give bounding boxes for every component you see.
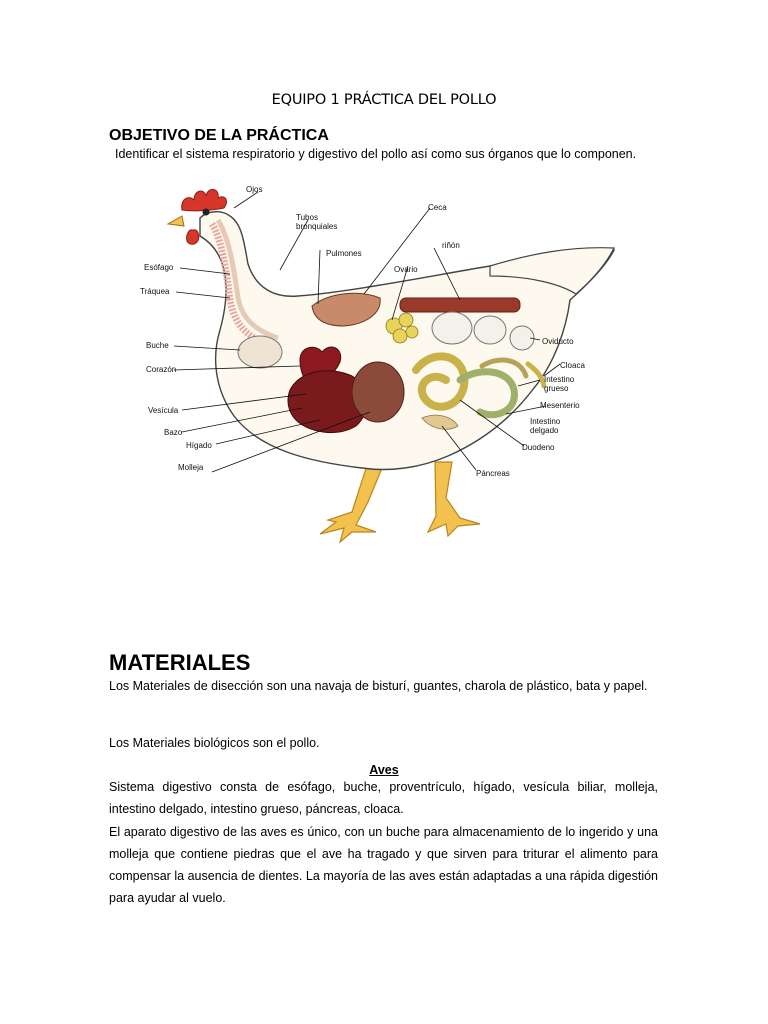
label-intestino-delgado: Intestino	[530, 417, 561, 426]
label-ovario: Ovario	[394, 265, 418, 274]
label-traquea: Tráquea	[140, 287, 170, 296]
chicken-wattle	[187, 230, 199, 244]
kidney	[400, 298, 520, 312]
materials-heading: MATERIALES	[109, 650, 251, 675]
label-ceca: Ceca	[428, 203, 447, 212]
label-molleja: Molleja	[178, 463, 204, 472]
chicken-comb	[182, 189, 227, 210]
label-grueso: grueso	[544, 384, 569, 393]
label-vesicula: Vesícula	[148, 406, 179, 415]
label-pancreas: Páncreas	[476, 469, 510, 478]
label-rinon: riñón	[442, 241, 460, 250]
label-oviducto: Oviducto	[542, 337, 574, 346]
aves-heading: Aves	[369, 763, 399, 777]
chicken-beak	[168, 216, 184, 226]
page-title: EQUIPO 1 PRÁCTICA DEL POLLO	[271, 92, 497, 108]
objective-heading: OBJETIVO DE LA PRÁCTICA	[109, 127, 329, 144]
materials-biological-text: Los Materiales biológicos son el pollo.	[109, 736, 320, 750]
label-tubos: Tubos	[296, 213, 318, 222]
label-mesenterio: Mesenterio	[540, 401, 580, 410]
label-esofago: Esófago	[144, 263, 174, 272]
label-delgado: delgado	[530, 426, 559, 435]
label-ojos: Ojos	[246, 185, 263, 194]
label-cloaca: Cloaca	[560, 361, 585, 370]
label-bazo: Bazo	[164, 428, 183, 437]
aves-paragraph-1: Sistema digestivo consta de esófago, buche, proventrículo, hígado, vesícula biliar, molleja, intestino delgado, intestino grueso, páncreas, cloaca.	[109, 780, 658, 817]
aves-paragraph-2: El aparato digestivo de las aves es único, con un buche para almacenamiento de lo ingerido y una molleja que contiene piedras que el ave ha tragado y que sirven para triturar el alimento para compensar la ausencia de dientes. La mayoría de las aves están adaptadas a una rápida digestión para ayudar al vuelo.	[109, 824, 658, 906]
label-intestino-grueso: Intestino	[544, 375, 575, 384]
label-higado: Hígado	[186, 441, 212, 450]
label-pulmones: Pulmones	[326, 249, 362, 258]
chicken-legs	[320, 462, 480, 542]
label-corazon: Corazón	[146, 365, 177, 374]
label-buche: Buche	[146, 341, 169, 350]
aves-body	[109, 776, 658, 910]
chicken-anatomy-diagram	[130, 180, 640, 560]
gizzard	[352, 362, 404, 422]
label-duodeno: Duodeno	[522, 443, 555, 452]
chicken-eye	[203, 209, 210, 216]
materials-dissection-text: Los Materiales de disección son una navaja de bisturí, guantes, charola de plástico, bata y papel.	[109, 679, 648, 693]
label-bronquiales: bronquiales	[296, 222, 338, 231]
crop	[238, 336, 282, 368]
objective-text: Identificar el sistema respiratorio y digestivo del pollo así como sus órganos que lo componen.	[115, 147, 637, 161]
